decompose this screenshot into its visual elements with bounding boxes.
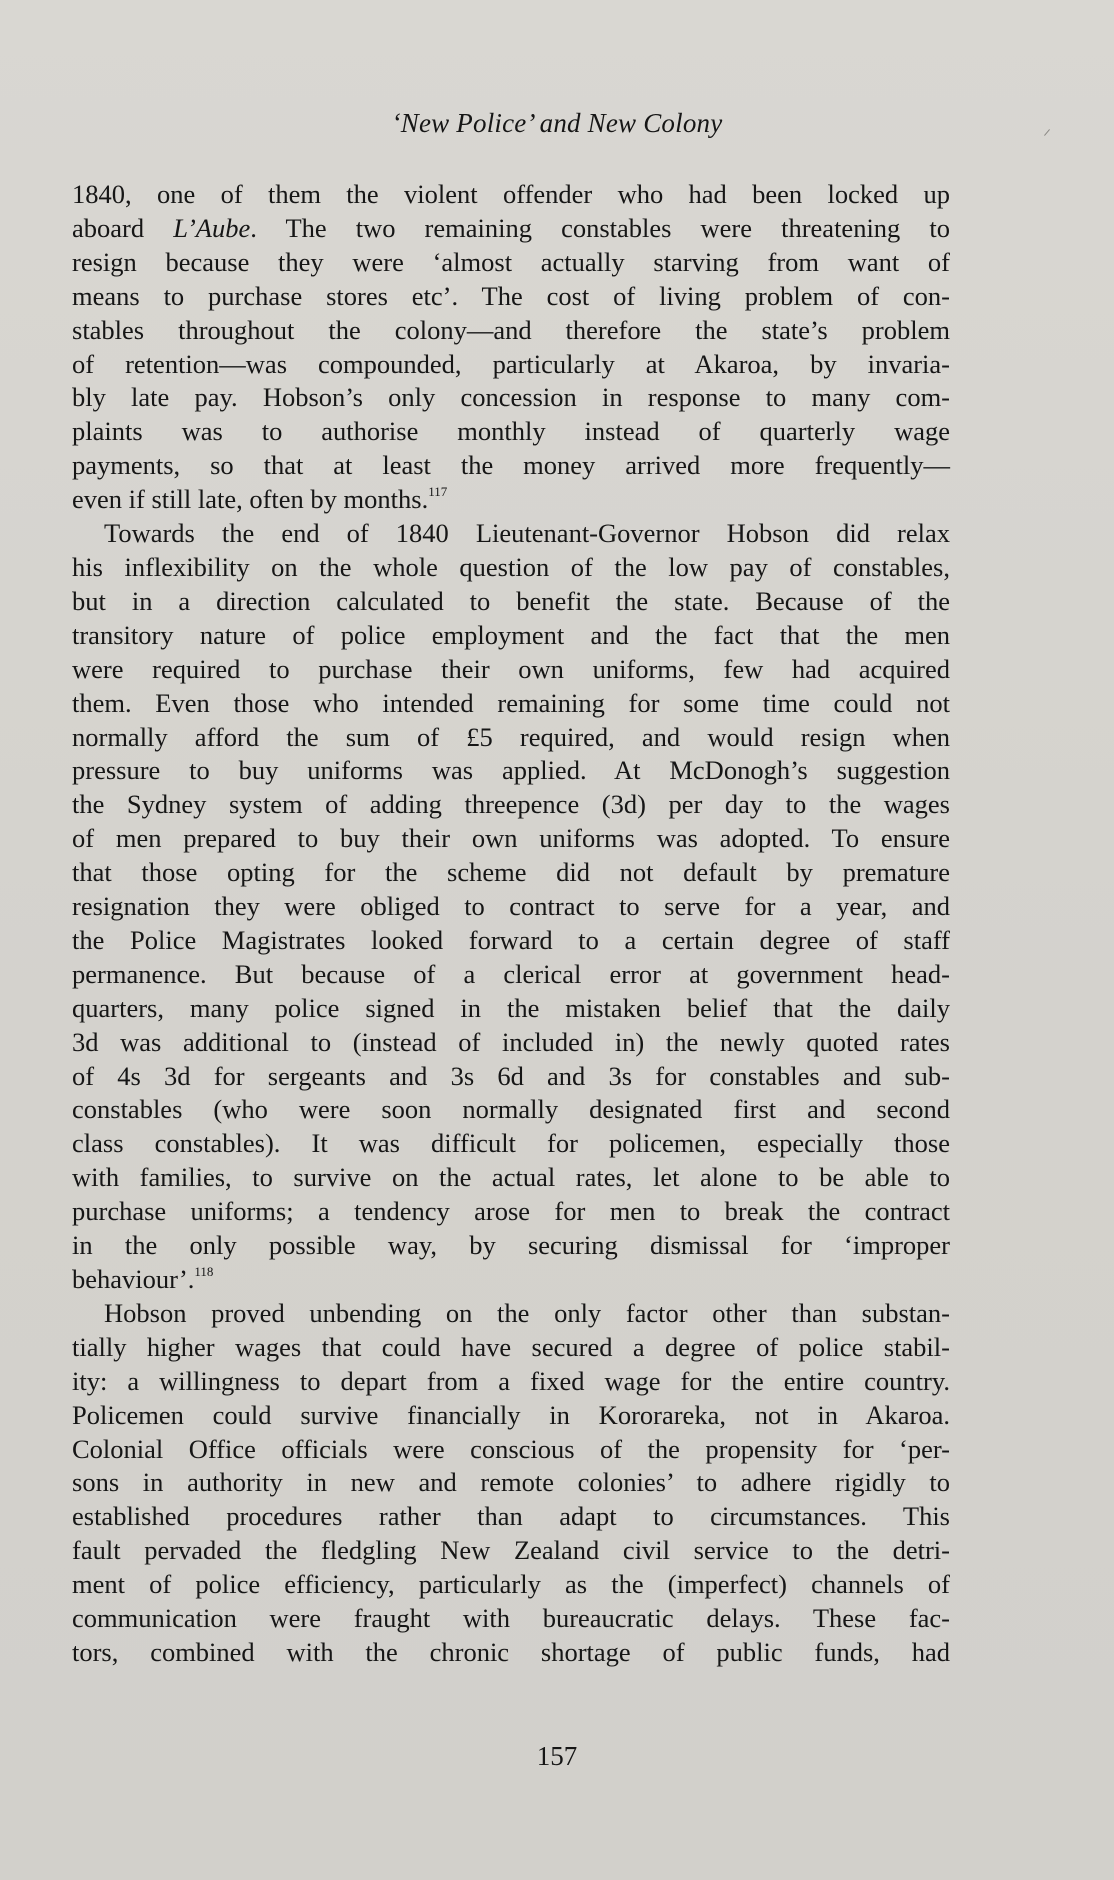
text-line: purchase uniforms; a tendency arose for men to break the contract xyxy=(72,1196,950,1227)
text-line: stables throughout the colony—and therefore the state’s problem xyxy=(72,314,950,345)
text-line: behaviour’.$^{118}$ xyxy=(72,1264,214,1294)
text-line: with families, to survive on the actual rates, let alone to be able to xyxy=(72,1162,950,1193)
text-line: normally afford the sum of £5 required, and would resign when xyxy=(72,721,950,752)
text-line: transitory nature of police employment and the fact that the men xyxy=(72,619,950,650)
text-line: constables (who were soon normally designated first and second xyxy=(72,1094,950,1125)
body-text xyxy=(72,178,950,1670)
text-line: means to purchase stores etc’. The cost of living problem of con- xyxy=(72,280,950,311)
text-line: resignation they were obliged to contract to serve for a year, and xyxy=(72,891,950,922)
text-line: the Sydney system of adding threepence (3d) per day to the wages xyxy=(72,789,950,820)
text-line: of men prepared to buy their own uniforms was adopted. To ensure xyxy=(72,823,950,854)
text-line: 1840, one of them the violent offender who had been locked up xyxy=(72,179,950,209)
text-line: tially higher wages that could have secured a degree of police stabil- xyxy=(72,1331,950,1362)
text-line: Policemen could survive financially in Kororareka, not in Akaroa. xyxy=(72,1399,950,1430)
text-line: bly late pay. Hobson’s only concession in response to many com- xyxy=(72,382,950,413)
text-line: his inflexibility on the whole question of the low pay of constables, xyxy=(72,551,950,582)
running-title: ‘New Police’ and New Colony xyxy=(391,108,723,138)
footnote-ref: 118 xyxy=(194,1264,214,1279)
text-line: established procedures rather than adapt to circumstances. This xyxy=(72,1501,950,1532)
italic-title: L’Aube xyxy=(173,212,251,243)
text-line: communication were fraught with bureaucratic delays. These fac- xyxy=(72,1603,950,1634)
text-line: quarters, many police signed in the mistaken belief that the daily xyxy=(72,992,950,1023)
text-line: aboard L’Aube. The two remaining constables were threatening to xyxy=(72,212,950,243)
text-line: pressure to buy uniforms was applied. At McDonogh’s suggestion xyxy=(72,755,950,786)
text-line: of 4s 3d for sergeants and 3s 6d and 3s for constables and sub- xyxy=(72,1060,950,1091)
text-line: even if still late, often by months.$^{117}$ xyxy=(72,484,448,515)
text-line: the Police Magistrates looked forward to a certain degree of staff xyxy=(72,924,950,955)
page-number: 157 xyxy=(536,1741,578,1771)
text-line: payments, so that at least the money arrived more frequently— xyxy=(72,450,950,481)
text-line: fault pervaded the fledgling New Zealand civil service to the detri- xyxy=(72,1535,950,1566)
text-line: but in a direction calculated to benefit the state. Because of the xyxy=(72,585,950,616)
text-line: Towards the end of 1840 Lieutenant-Governor Hobson did relax xyxy=(104,518,950,549)
text-line: sons in authority in new and remote colonies’ to adhere rigidly to xyxy=(72,1467,950,1498)
text-line: plaints was to authorise monthly instead of quarterly wage xyxy=(72,416,950,447)
text-line: resign because they were ‘almost actually starving from want of xyxy=(72,246,950,277)
text-line: them. Even those who intended remaining for some time could not xyxy=(72,687,950,718)
text-line: were required to purchase their own uniforms, few had acquired xyxy=(72,653,950,684)
text-line: 3d was additional to (instead of included in) the newly quoted rates xyxy=(72,1026,950,1057)
text-line: permanence. But because of a clerical error at government head- xyxy=(72,958,950,989)
text-line: ity: a willingness to depart from a fixed wage for the entire country. xyxy=(72,1365,950,1396)
text-line: of retention—was compounded, particularly at Akaroa, by invaria- xyxy=(72,348,950,379)
text-line: Hobson proved unbending on the only factor other than substan- xyxy=(104,1297,950,1328)
text-line: that those opting for the scheme did not default by premature xyxy=(72,857,950,888)
text-line: class constables). It was difficult for policemen, especially those xyxy=(72,1128,950,1159)
footnote-ref: 117 xyxy=(428,484,448,500)
text-line: in the only possible way, by securing dismissal for ‘improper xyxy=(72,1230,950,1261)
text-line: tors, combined with the chronic shortage of public funds, had xyxy=(72,1636,950,1667)
text-line: ment of police efficiency, particularly as the (imperfect) channels of xyxy=(72,1569,950,1600)
text-line: Colonial Office officials were conscious of the propensity for ‘per- xyxy=(72,1433,950,1464)
